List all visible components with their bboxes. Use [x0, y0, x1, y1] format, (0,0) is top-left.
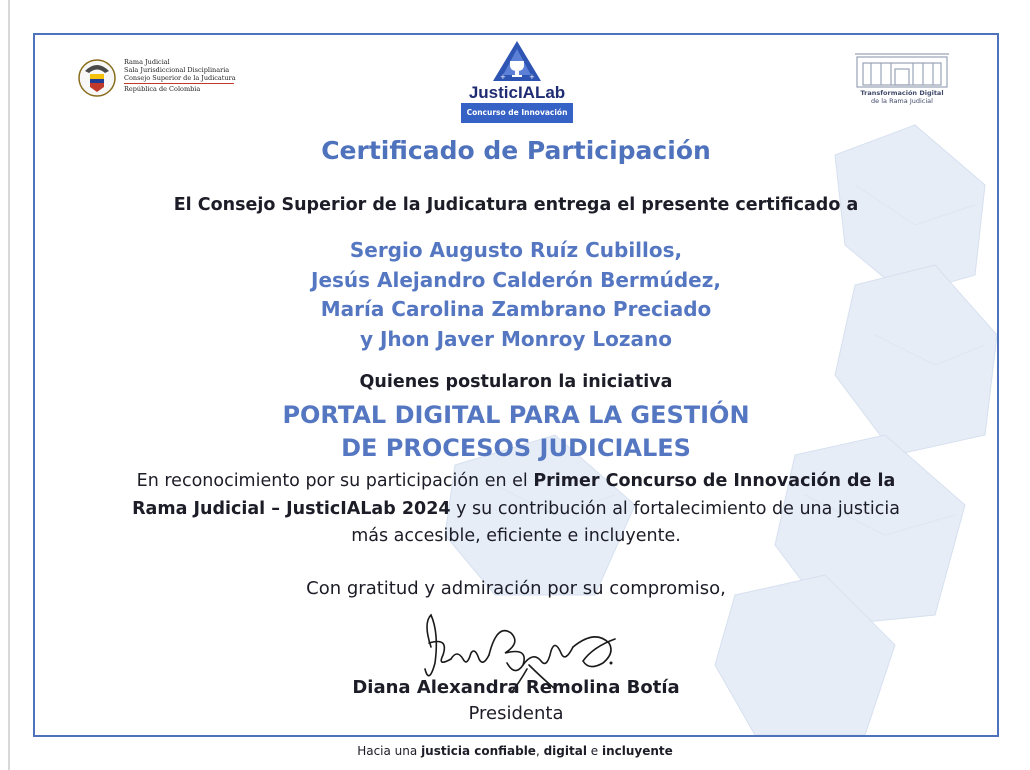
svg-text:+: +	[500, 73, 506, 81]
postulation-line: Quienes postularon la iniciativa	[359, 372, 673, 392]
transformacion-digital-line-1: Transformación Digital	[860, 89, 944, 97]
recognition-line-2	[35, 499, 997, 519]
footer-bold-3: incluyente	[601, 744, 673, 758]
recipient-name: y Jhon Javer Monroy Lozano	[359, 327, 673, 351]
recognition-text: En reconocimiento por su participación en el	[136, 471, 534, 491]
trophy-a-icon	[491, 41, 543, 83]
footer-text: Hacia una	[357, 744, 422, 758]
svg-text:+: +	[529, 73, 535, 81]
justicialab-subtitle: Concurso de Innovación	[461, 103, 573, 123]
project-title-line-1: PORTAL DIGITAL PARA LA GESTIÓN	[282, 401, 750, 429]
contest-name-part-1: Primer Concurso de Innovación de la	[533, 471, 896, 491]
rama-judicial-line-2: Sala Jurisdiccional Disciplinaria	[124, 66, 230, 74]
contest-name-part-2: Rama Judicial – JusticIALab 2024	[132, 499, 451, 519]
gratitude-line: Con gratitud y admiración por su compromiso,	[306, 578, 726, 599]
footer-text: e	[586, 744, 602, 758]
signer-name: Diana Alexandra Remolina Botía	[352, 677, 680, 698]
page-edge-rule	[8, 0, 10, 770]
footer-bold-1: justicia confiable	[421, 744, 536, 758]
footer-slogan	[0, 744, 1030, 758]
footer-text: ,	[535, 744, 544, 758]
certificate-intro: El Consejo Superior de la Judicatura entrega el presente certificado a	[173, 195, 859, 215]
rama-judicial-line-4: República de Colombia	[124, 85, 201, 93]
rama-judicial-line-3: Consejo Superior de la Judicatura	[124, 74, 236, 82]
signer-role: Presidenta	[468, 703, 564, 724]
coat-of-arms-icon	[77, 57, 117, 99]
transformacion-digital-logo	[847, 51, 957, 111]
rama-judicial-line-1: Rama Judicial	[124, 58, 170, 66]
recipient-name: María Carolina Zambrano Preciado	[320, 297, 712, 321]
certificate-title: Certificado de Participación	[321, 136, 711, 165]
recognition-line-1	[35, 471, 997, 491]
recipient-name: Jesús Alejandro Calderón Bermúdez,	[311, 268, 721, 292]
justicialab-logo	[453, 41, 581, 125]
rama-judicial-logo	[77, 57, 237, 103]
rama-judicial-divider	[124, 83, 234, 84]
certificate-frame	[33, 33, 999, 737]
recipient-name: Sergio Augusto Ruíz Cubillos,	[349, 238, 683, 262]
recognition-line-3: más accesible, eficiente e incluyente.	[351, 526, 681, 546]
recognition-text: y su contribución al fortalecimiento de una justicia	[450, 499, 900, 519]
footer-bold-2: digital	[543, 744, 587, 758]
justicialab-name: JusticIALab	[468, 83, 566, 102]
transformacion-digital-line-2: de la Rama Judicial	[871, 97, 933, 105]
palace-of-justice-icon	[855, 51, 949, 89]
project-title-line-2: DE PROCESOS JUDICIALES	[341, 434, 691, 462]
